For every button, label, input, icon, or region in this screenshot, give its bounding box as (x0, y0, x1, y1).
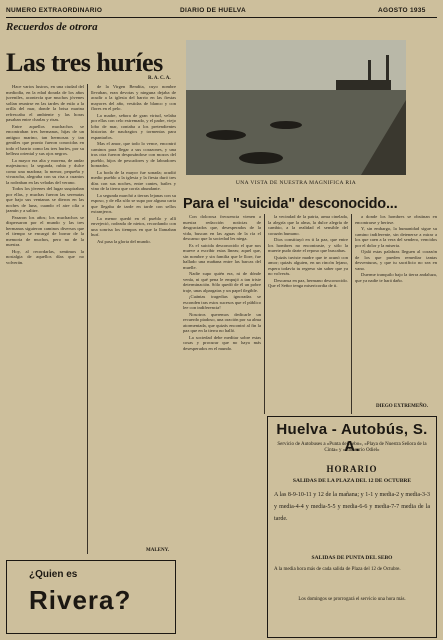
article2-column-1: Con dolorosa frecuencia vienen a nuestra redacción noticias de desgraciados que, desesperados de la vida, buscan en las aguas de la ría el descanso que la sociedad les niega. Es el suicida desconocido el que nos mueve a escribir estas líneas; aquel que, sin nombre y sin familia que le llore, fue hallado una mañana entre las barcas del muelle. Nadie supo quién era, ni de dónde venía, ni qué pena le empujó a tan triste determinación. Sólo quedó de él un pobre traje, unas alpargatas y un papel ilegible. ¡Cuántas tragedias ignoradas se esconden tras estos sucesos que el público lee con indiferencia! Nosotros queremos dedicarle un recuerdo piadoso, una oración por su alma atormentada, que quizás encontró al fin la paz que en la tierra no halló. La sociedad debe meditar sobre estas cosas y procurar que no haya más desesperados en el mundo. (183, 214, 261, 351)
article2-headline: Para el "suicida" desconocido... (183, 196, 398, 212)
header-right: AGOSTO 1935 (378, 7, 426, 14)
bus-ad-salidas: SALIDAS DE LA PLAZA DEL 12 DE OCTUBRE (292, 478, 412, 484)
article1-column-1: Hace varios lustros, en una ciudad del mediodía, en la edad dorada de los años juveniles, acontecía que muchos jóvenes solían reunirse en las tardes de estío a la orilla del mar, donde la brisa marina refrescaba el ambiente y las horas pasaban entre charlas y risas. Entre aquellos muchachos se encontraban tres hermanas, hijas de un antiguo marino, tan hermosas y tan gentiles que pronto fueron conocidas en todo el barrio como las tres huríes, por su belleza oriental y sus ojos negros. La mayor era alta y morena, de andar majestuoso; la segunda, rubia y dulce como una madona; la menor, pequeña y vivaracha, alegraba con su risa a cuantos la rodeaban en las veladas del verano. Todos los jóvenes del lugar suspiraban por ellas, y muchas fueron las serenatas que bajo sus ventanas se dieron en las noches de luna, cuando el aire olía a jazmín y a salitre. Pasaron los años; los muchachos se dispersaron por el mundo y las tres hermanas siguieron caminos diversos que el tiempo se encargó de borrar de la memoria de muchos, pero no de la nuestra. Hoy, al recordarlas, sentimos la nostalgia de aquellos días que no volverán. (6, 84, 84, 265)
column-rule (264, 214, 265, 414)
bus-ad-sebo-note: A la media hora más de cada salida de Plaza del 12 de Octubre. (274, 567, 401, 572)
bus-ad-subtitle: Servicio de Autobuses a «Punta del Sebo», «Playa de Nuestra Señora de la Cinta» y «Balneario Odiel» (277, 442, 427, 453)
article1-headline: Las tres huríes (6, 48, 163, 77)
bus-ad-title: Huelva - Autobús, S. A. (276, 421, 428, 455)
article2-signature: DIEGO EXTREMEÑO. (376, 404, 428, 409)
column-rule (87, 84, 88, 554)
column-rule (351, 214, 352, 414)
article2-column-3: a donde los hombres se obstinan en encontrarse y herirse. Y, sin embargo, la humanidad sigue su camino indiferente, sin detenerse a mirar a los que caen a la vera del sendero, vencidos por el dolor y la miseria. Ojalá estas palabras lleguen al corazón de los que pueden remediar tantas desventuras, y que tu sacrificio no sea en vano. Duerme tranquilo bajo la tierra andaluza, que ya nadie te hará daño. (355, 214, 437, 283)
rivera-name: Rivera? (29, 585, 132, 615)
header-rule (6, 17, 437, 18)
article1-byline: R. A. C. A. (148, 76, 171, 81)
bus-ad-horario: HORARIO (326, 464, 378, 474)
article2-column-2: la vecindad de la patria, arma cinelada, la alegría que la alma, la dulce alegría de cambio, a la realidad el sensible del corazón humano. Dios constituyó en ti la paz, que entre los hombres no encontraste, y sólo la muerte pudo darte el reposo que buscabas. Quizás tuviste madre que te acunó con amor; quizás alguien, en un rincón lejano, espera todavía tu regreso sin saber que ya no volverás. Descansa en paz, hermano desconocido. Que el Señor tenga misericordia de ti. (268, 214, 348, 288)
rivera-advertisement (6, 560, 176, 634)
river-photo (186, 40, 406, 175)
photo-caption: UNA VISTA DE NUESTRA MAGNIFICA RIA (235, 180, 357, 186)
bus-ad-footer: Los domingos se prorrogará el servicio una hora más. (298, 597, 406, 602)
article1-kicker: Recuerdos de otrora (6, 21, 98, 33)
header-center: DIARIO DE HUELVA (180, 7, 246, 14)
article1-column-2: de la Virgen Bendita, cuyo nombre llevaban, eran devotas y ninguna dejaba de acudir a la iglesia del barrio en las fiestas mayores del año, vestidas de blanco y con flores en el pelo. La madre, señora de gran virtud, velaba por ellas con celo extremado, y el padre, viejo lobo de mar, contaba a los pretendientes historias de naufragios y tormentas para espantarlos. Mas el amor, que todo lo vence, encontró caminos para llegar a sus corazones, y una tras otra fueron desposándose con mozos del pueblo, hijos de pescadores y de labradores honrados. La boda de la mayor fue sonada; acudió medio pueblo a la iglesia y la fiesta duró tres días con sus noches, entre cantes, bailes y vino de la tierra que corría abundante. La segunda marchó a tierras lejanas con su esposo, y de ella sólo se supo por alguna carta que llegaba de tarde en tarde con sellos extranjeros. La menor quedó en el pueblo y allí envejeció, rodeada de nietos, recordando con una sonrisa los tiempos en que la llamaban hurí. Así pasa la gloria del mundo. (91, 84, 176, 244)
bus-advertisement (267, 416, 437, 638)
bus-ad-times: A las 8-9-10-11 y 12 de la mañana; y 1-1 y media-2 y media-3-3 y media-4-4 y media-5-5 y media-6-6 y media-7-7 media de la tarde. (274, 492, 430, 522)
rivera-question: ¿Quien es (29, 569, 78, 580)
bus-ad-sebo: SALIDAS DE PUNTA DEL SEBO (311, 555, 393, 561)
header-left: NUMERO EXTRAORDINARIO (6, 7, 103, 14)
article1-signature: MALENY. (146, 548, 170, 553)
